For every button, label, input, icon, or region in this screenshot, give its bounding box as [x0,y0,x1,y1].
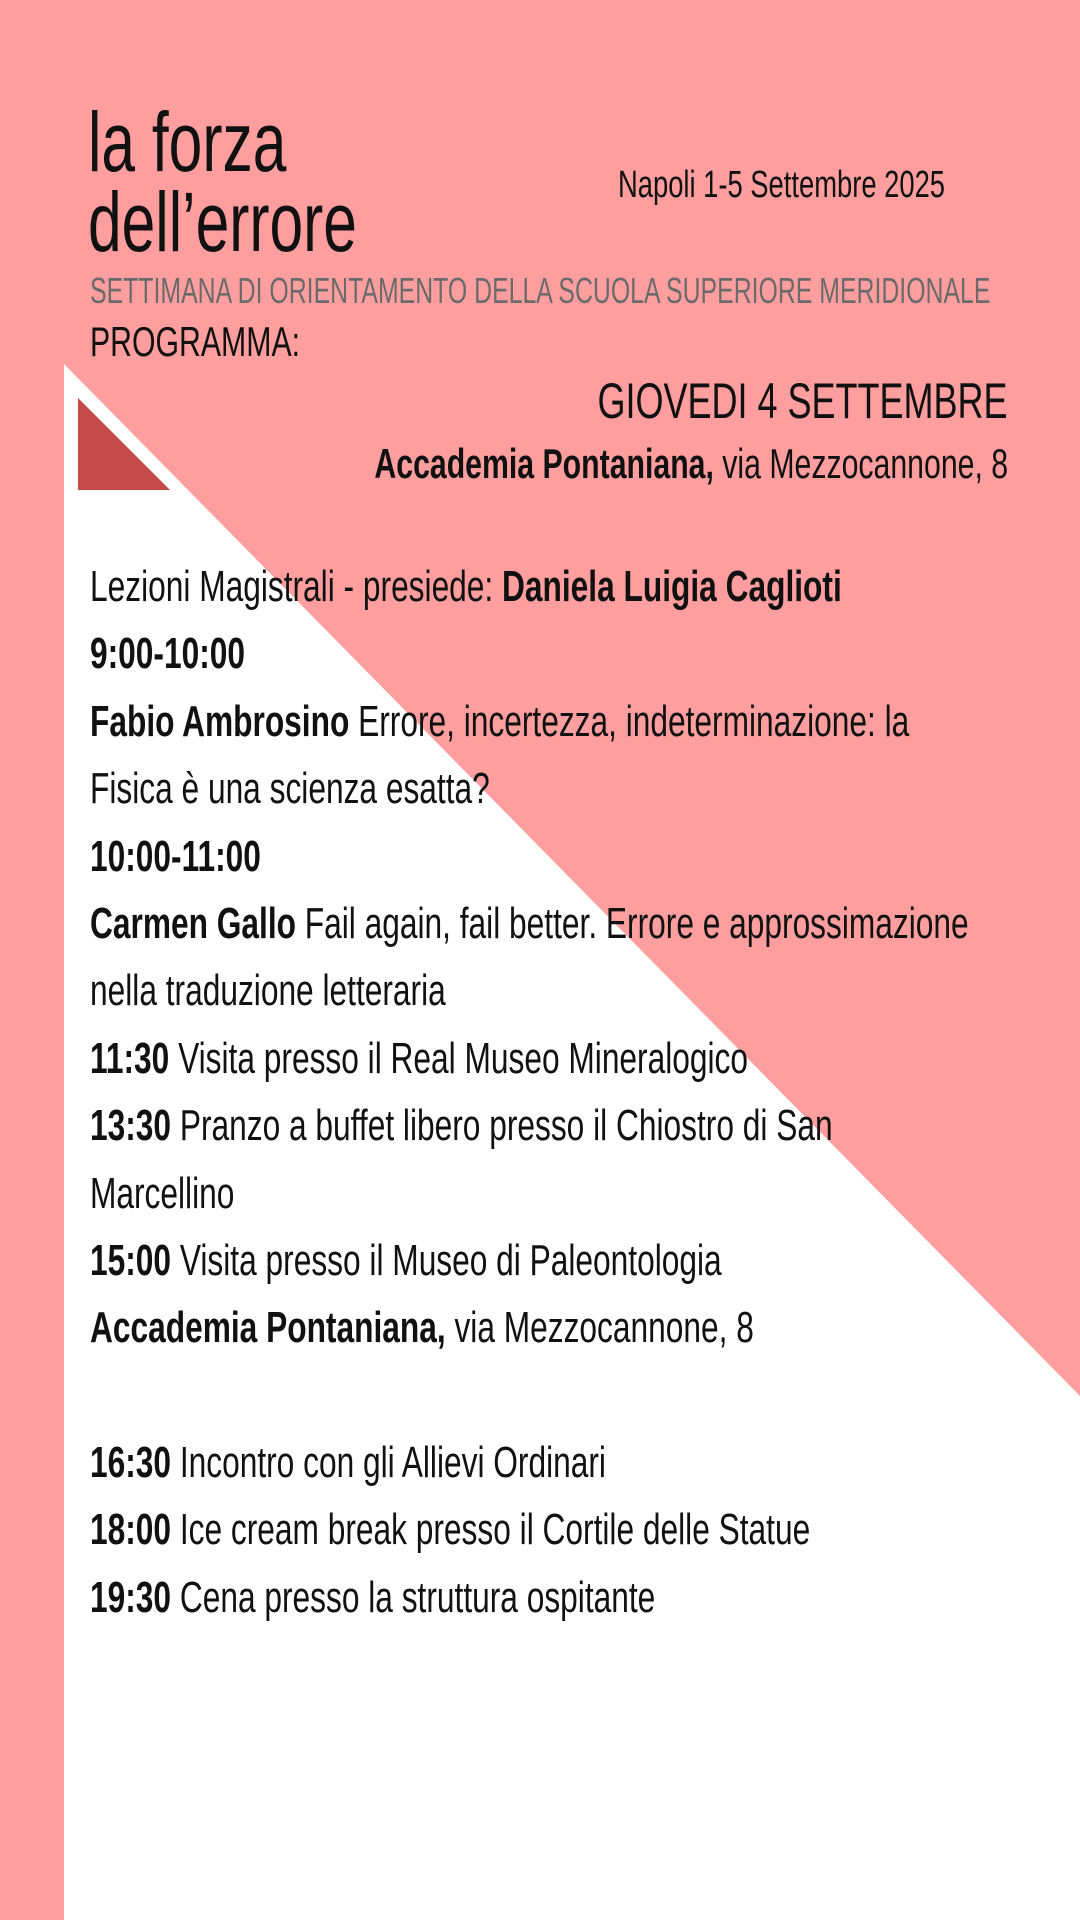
venue-line [90,1294,990,1361]
e2-text-cont: Marcellino [90,1168,235,1218]
e6-text: Cena presso la struttura ospitante [171,1572,656,1622]
e3-time: 15:00 [90,1235,172,1285]
venue-name: Accademia Pontaniana, [374,440,714,487]
venue-address: via Mezzocannone, 8 [713,440,1008,487]
lectures-label: Lezioni Magistrali - presiede: [90,562,503,611]
schedule-item-cont [90,957,990,1024]
slot1-title-cont: Fisica è una scienza esatta? [90,764,490,814]
venue-top [374,440,1008,488]
slot2-speaker: Carmen Gallo [90,898,296,948]
e5-text: Ice cream break presso il Cortile delle Statue [171,1505,811,1555]
schedule-time [90,620,990,687]
e6-time: 19:30 [90,1572,172,1622]
slot1-speaker: Fabio Ambrosino [90,696,350,746]
schedule-item [90,1429,990,1496]
slot1-title: Errore, incertezza, indeterminazione: la [349,696,910,746]
e4-time: 16:30 [90,1438,172,1488]
schedule-item-cont [90,755,990,822]
title-line-2: dell’errore [88,175,357,269]
e1-time: 11:30 [90,1033,170,1083]
spacer [90,1362,990,1429]
venue2-name: Accademia Pontaniana, [90,1303,446,1353]
venue2-address: via Mezzocannone, 8 [445,1303,754,1353]
e5-time: 18:00 [90,1505,172,1555]
event-title [88,95,357,269]
e4-text: Incontro con gli Allievi Ordinari [171,1438,606,1488]
schedule-time [90,823,990,890]
slot2-title-cont: nella traduzione letteraria [90,966,446,1016]
schedule-item [90,688,990,755]
schedule [90,553,990,1631]
schedule-item-cont [90,1160,990,1227]
schedule-item [90,890,990,957]
schedule-item [90,1496,990,1563]
day-title: GIOVEDI 4 SETTEMBRE [597,373,1008,429]
schedule-item [90,1564,990,1631]
e3-text: Visita presso il Museo di Paleontologia [171,1235,722,1285]
e2-text: Pranzo a buffet libero presso il Chiostro di San [171,1101,833,1151]
schedule-item [90,1025,990,1092]
event-subtitle: SETTIMANA DI ORIENTAMENTO DELLA SCUOLA SUPERIORE MERIDIONALE [90,270,991,311]
slot2-title: Fail again, fail better. Errore e approssimazione [295,898,969,948]
lectures-line [90,553,990,620]
title-line-1: la forza [88,95,287,189]
slot2-time: 10:00-11:00 [90,831,261,881]
e1-text: Visita presso il Real Museo Mineralogico [169,1033,749,1083]
schedule-item [90,1092,990,1159]
event-dates: Napoli 1-5 Settembre 2025 [618,164,946,206]
program-heading: PROGRAMMA: [90,318,301,365]
e2-time: 13:30 [90,1101,172,1151]
slot1-time: 9:00-10:00 [90,629,245,679]
schedule-item [90,1227,990,1294]
lectures-chair: Daniela Luigia Caglioti [502,562,842,611]
